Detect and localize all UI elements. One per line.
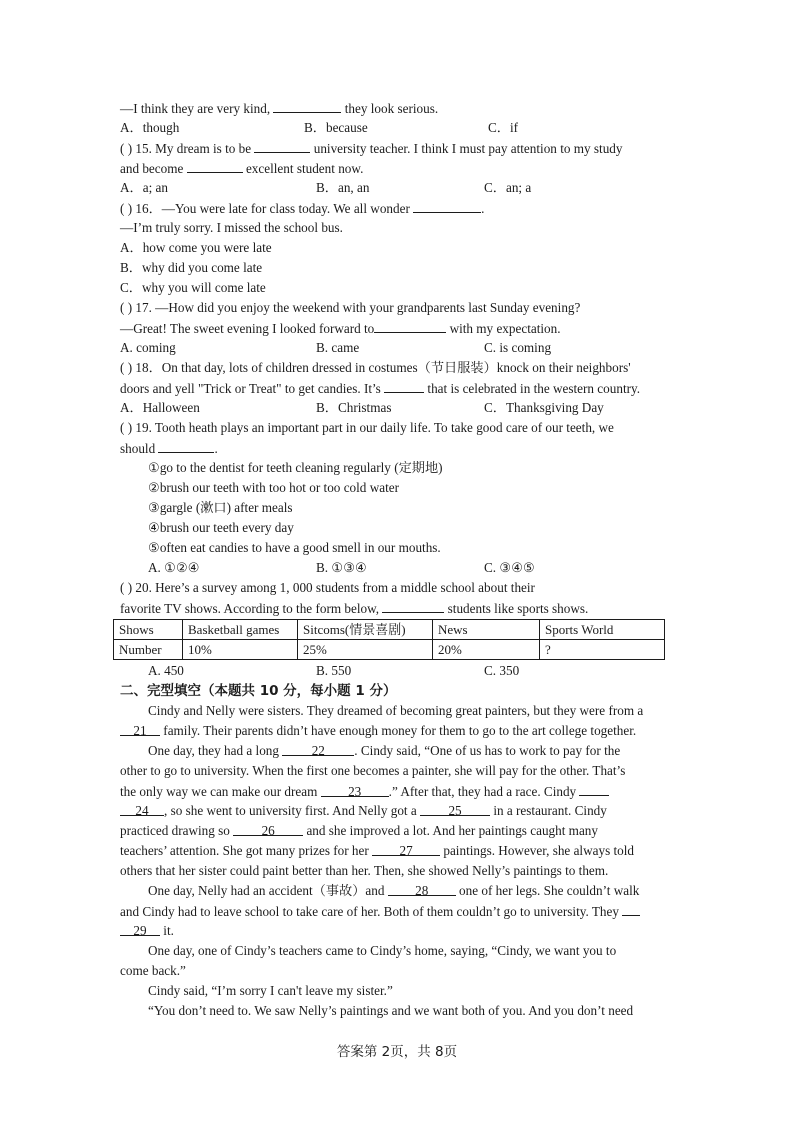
cloze-blank-25[interactable]: 25 <box>420 801 490 816</box>
table-cell: 25% <box>298 640 433 660</box>
answer-blank[interactable] <box>254 138 310 153</box>
passage-line: others that her sister could paint better than her. Then, she showed Nelly’s paintings to them. <box>120 863 609 878</box>
option-c[interactable]: C. is coming <box>484 340 552 355</box>
passage-line: Cindy said, “I’m sorry I can't leave my sister.” <box>148 983 393 998</box>
text: it. <box>160 923 174 938</box>
q16-option-a[interactable]: A．how come you were late <box>120 240 272 255</box>
cloze-blank-28[interactable]: 28 <box>388 881 456 896</box>
text: family. Their parents didn’t have enough money for them to go to the art college together. <box>160 723 637 738</box>
option-c[interactable]: C. 350 <box>484 663 520 678</box>
cloze-blank-21[interactable]: 21 <box>120 721 160 736</box>
q19-item-1: ①go to the dentist for teeth cleaning regularly (定期地) <box>148 460 443 475</box>
q18-stem: ( ) 18．On that day, lots of children dressed in costumes（节日服装）knock on their neighbors' <box>120 360 631 375</box>
text: practiced drawing so <box>120 823 234 838</box>
text: students like sports shows. <box>444 601 589 616</box>
cloze-blank-29-start[interactable] <box>622 901 640 916</box>
text: .” After that, they had a race. Cindy <box>388 784 580 799</box>
q19-stem-2 <box>120 438 680 459</box>
text: excellent student now. <box>242 161 364 176</box>
option-b[interactable]: B. ①③④ <box>316 560 367 575</box>
page-footer: 答案第 2页，共 8页 <box>336 1044 458 1060</box>
q20-stem: ( ) 20. Here’s a survey among 1, 000 students from a middle school about their <box>120 580 535 595</box>
option-a[interactable]: A．Halloween <box>120 400 200 415</box>
option-b[interactable]: B．an, an <box>316 180 370 195</box>
option-a[interactable]: A．though <box>120 120 180 135</box>
text: teachers’ attention. She got many prizes for her <box>120 843 373 858</box>
answer-blank[interactable] <box>374 318 446 333</box>
text: paintings. However, she always told <box>440 843 635 858</box>
passage-line <box>120 801 680 821</box>
passage-line: other to go to university. When the first one becomes a painter, she will pay for the other. That’s <box>120 763 626 778</box>
text: and she improved a lot. And her paintings caught many <box>303 823 598 838</box>
q19-item-2: ②brush our teeth with too hot or too cold water <box>148 480 399 495</box>
q17-stem-2 <box>120 318 680 339</box>
text: One day, Nelly had an accident（事故）and <box>148 883 388 898</box>
table-cell: Sports World <box>540 620 665 640</box>
option-c[interactable]: C．if <box>488 120 519 135</box>
passage-line <box>148 741 708 761</box>
q16-stem <box>120 198 680 219</box>
table-cell: Sitcoms(情景喜剧) <box>298 620 433 640</box>
text: university teacher. I think I must pay attention to my study <box>310 141 623 156</box>
passage-line <box>120 841 680 861</box>
q16-option-b[interactable]: B．why did you come late <box>120 260 263 275</box>
cloze-blank-29[interactable]: 29 <box>120 921 160 936</box>
table-header-row <box>114 620 665 640</box>
text: . <box>481 201 485 216</box>
option-b[interactable]: B. 550 <box>316 663 352 678</box>
passage-line <box>120 921 680 941</box>
q16-option-c[interactable]: C．why you will come late <box>120 280 266 295</box>
passage-line: come back.” <box>120 963 186 978</box>
table-cell: Shows <box>114 620 183 640</box>
cloze-blank-22[interactable]: 22 <box>282 741 354 756</box>
option-c[interactable]: C．an; a <box>484 180 532 195</box>
q17-stem: ( ) 17. —How did you enjoy the weekend with your grandparents last Sunday evening? <box>120 300 581 315</box>
text: with my expectation. <box>446 321 561 336</box>
table-cell: Number <box>114 640 183 660</box>
passage-line <box>120 781 680 802</box>
text: that is celebrated in the western country. <box>424 381 641 396</box>
table-cell: Basketball games <box>183 620 298 640</box>
q16-response: —I’m truly sorry. I missed the school bus. <box>120 220 343 235</box>
option-a[interactable]: A. ①②④ <box>148 560 200 575</box>
survey-table <box>113 619 665 660</box>
passage-line <box>120 721 680 741</box>
table-cell: ? <box>540 640 665 660</box>
text: favorite TV shows. According to the form below, <box>120 601 383 616</box>
q18-stem-2 <box>120 378 680 399</box>
text: should <box>120 441 159 456</box>
answer-blank[interactable] <box>384 378 424 393</box>
cloze-blank-24[interactable]: 24 <box>120 801 164 816</box>
passage-line: Cindy and Nelly were sisters. They dreamed of becoming great painters, but they were from a <box>148 703 644 718</box>
answer-blank[interactable] <box>158 438 214 453</box>
table-cell: 10% <box>183 640 298 660</box>
table-cell: News <box>433 620 540 640</box>
text: . Cindy said, “One of us has to work to pay for the <box>354 743 621 758</box>
q19-stem: ( ) 19. Tooth heath plays an important part in our daily life. To take good care of our teeth, we <box>120 420 614 435</box>
passage-line: One day, one of Cindy’s teachers came to Cindy’s home, saying, “Cindy, we want you to <box>148 943 617 958</box>
table-row <box>114 640 665 660</box>
text: . <box>214 441 218 456</box>
cloze-blank-26[interactable]: 26 <box>233 821 303 836</box>
q14-dialogue <box>120 98 680 119</box>
text: , so she went to university first. And Nelly got a <box>164 803 421 818</box>
text: ( ) 15. My dream is to be <box>120 141 255 156</box>
option-a[interactable]: A．a; an <box>120 180 168 195</box>
passage-line <box>148 881 708 901</box>
answer-blank[interactable] <box>382 598 444 613</box>
text: and Cindy had to leave school to take care of her. Both of them couldn’t go to university. They <box>120 904 623 919</box>
passage-line <box>120 901 680 922</box>
q19-item-4: ④brush our teeth every day <box>148 520 294 535</box>
cloze-blank-23[interactable]: 23 <box>321 782 389 797</box>
answer-blank[interactable] <box>187 158 243 173</box>
q15-stem <box>120 138 680 159</box>
text: one of her legs. She couldn’t walk <box>455 883 640 898</box>
table-cell: 20% <box>433 640 540 660</box>
cloze-blank-24-start[interactable] <box>579 781 609 796</box>
answer-blank[interactable] <box>273 98 341 113</box>
answer-blank[interactable] <box>413 198 481 213</box>
option-b[interactable]: B．Christmas <box>316 400 392 415</box>
text: the only way we can make our dream <box>120 784 321 799</box>
passage-line <box>120 821 680 841</box>
text: ( ) 16．—You were late for class today. We all wonder <box>120 201 414 216</box>
option-b[interactable]: B. came <box>316 340 360 355</box>
text: in a restaurant. Cindy <box>490 803 607 818</box>
section-heading: 二、完型填空（本题共 10 分，每小题 1 分） <box>120 683 397 699</box>
q20-stem-2 <box>120 598 680 619</box>
option-a[interactable]: A. coming <box>120 340 176 355</box>
q15-stem-2 <box>120 158 680 179</box>
text: —I think they are very kind, <box>120 101 274 116</box>
text: doors and yell "Trick or Treat" to get candies. It’s <box>120 381 385 396</box>
option-c[interactable]: C．Thanksgiving Day <box>484 400 604 415</box>
option-a[interactable]: A. 450 <box>148 663 184 678</box>
text: and become <box>120 161 187 176</box>
option-c[interactable]: C. ③④⑤ <box>484 560 535 575</box>
passage-line: “You don’t need to. We saw Nelly’s paintings and we want both of you. And you don’t need <box>148 1003 634 1018</box>
text: —Great! The sweet evening I looked forward to <box>120 321 375 336</box>
text: they look serious. <box>341 101 439 116</box>
q19-item-5: ⑤often eat candies to have a good smell in our mouths. <box>148 540 441 555</box>
cloze-blank-27[interactable]: 27 <box>372 841 440 856</box>
text: One day, they had a long <box>148 743 283 758</box>
q19-item-3: ③gargle (漱口) after meals <box>148 500 293 515</box>
option-b[interactable]: B．because <box>304 120 368 135</box>
